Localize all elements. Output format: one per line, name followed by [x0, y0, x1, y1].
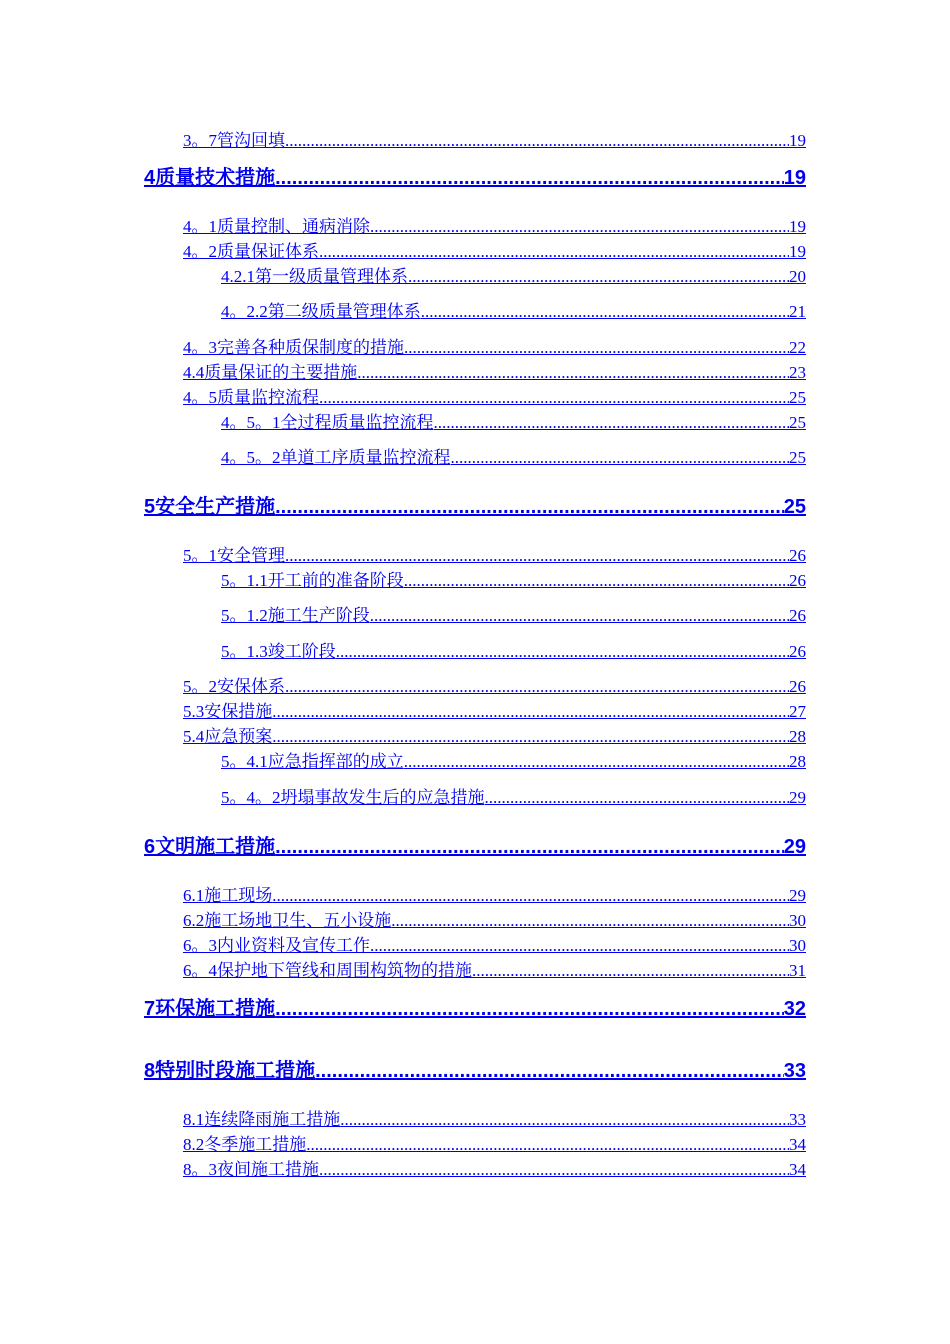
- toc-entry[interactable]: [183, 126, 806, 151]
- toc-entry[interactable]: [183, 722, 806, 747]
- toc-leader-dots: [357, 363, 789, 383]
- toc-leader-dots: [319, 388, 789, 408]
- toc-entry[interactable]: [183, 1105, 806, 1130]
- toc-entry-title: 4。5。1全过程质量监控流程: [221, 413, 434, 432]
- toc-entry-title: 5。4。2坍塌事故发生后的应急措施: [221, 788, 485, 807]
- toc-leader-dots: [275, 836, 784, 859]
- toc-entry-page: 21: [789, 302, 806, 321]
- toc-leader-dots: [451, 448, 790, 468]
- toc-entry-page: 26: [789, 677, 806, 696]
- toc-entry-title: 5安全生产措施: [144, 496, 276, 518]
- toc-entry[interactable]: [183, 697, 806, 722]
- toc-leader-dots: [285, 677, 789, 697]
- toc-entry[interactable]: [183, 333, 806, 358]
- toc-entry-page: 28: [789, 727, 806, 746]
- toc-entry-title: 5。1.3竣工阶段: [221, 642, 336, 661]
- toc-entry[interactable]: [183, 931, 806, 956]
- toc-entry-title: 7环保施工措施: [144, 998, 276, 1020]
- toc-leader-dots: [336, 642, 789, 662]
- toc-entry-page: 34: [789, 1160, 806, 1179]
- toc-entry-page: 26: [789, 642, 806, 661]
- toc-entry-page: 26: [789, 571, 806, 590]
- toc-entry[interactable]: [183, 358, 806, 383]
- toc-entry-title: 8.1连续降雨施工措施: [183, 1110, 341, 1129]
- toc-entry-title: 6文明施工措施: [144, 836, 276, 858]
- toc-leader-dots: [472, 961, 789, 981]
- toc-entry[interactable]: [183, 1155, 806, 1180]
- toc-entry-title: 8.2冬季施工措施: [183, 1135, 307, 1154]
- toc-entry-title: 4质量技术措施: [144, 167, 276, 189]
- toc-entry[interactable]: [221, 747, 806, 772]
- toc-entry[interactable]: [144, 1054, 806, 1083]
- toc-entry-page: 27: [789, 702, 806, 721]
- toc-entry[interactable]: [144, 830, 806, 859]
- toc-leader-dots: [421, 302, 789, 322]
- toc-entry-title: 4。1质量控制、通病消除: [183, 217, 370, 236]
- toc-entry[interactable]: [144, 161, 806, 190]
- toc-entry[interactable]: [221, 637, 806, 662]
- toc-entry-page: 29: [789, 886, 806, 905]
- toc-leader-dots: [315, 1060, 784, 1083]
- toc-entry[interactable]: [183, 383, 806, 408]
- toc-entry-page: 29: [789, 788, 806, 807]
- toc-entry[interactable]: [183, 906, 806, 931]
- toc-leader-dots: [319, 1160, 789, 1180]
- toc-entry-title: 6。3内业资料及宣传工作: [183, 936, 370, 955]
- toc-entry[interactable]: [221, 297, 806, 322]
- toc-leader-dots: [485, 788, 790, 808]
- toc-entry-page: 20: [789, 267, 806, 286]
- toc-leader-dots: [404, 752, 789, 772]
- toc-entry-page: 25: [789, 448, 806, 467]
- toc-entry[interactable]: [183, 672, 806, 697]
- toc-leader-dots: [272, 886, 789, 906]
- toc-entry-page: 30: [789, 936, 806, 955]
- toc-entry-title: 6。4保护地下管线和周围构筑物的措施: [183, 961, 472, 980]
- toc-entry-title: 8特别时段施工措施: [144, 1060, 316, 1082]
- toc-entry-page: 25: [789, 388, 806, 407]
- toc-entry-page: 25: [789, 413, 806, 432]
- toc-entry-page: 26: [789, 606, 806, 625]
- toc-entry[interactable]: [183, 212, 806, 237]
- toc-entry-page: 33: [789, 1110, 806, 1129]
- toc-entry-page: 19: [789, 242, 806, 261]
- toc-entry[interactable]: [183, 881, 806, 906]
- toc-entry[interactable]: [221, 601, 806, 626]
- toc-leader-dots: [272, 727, 789, 747]
- toc-entry-title: 3。7管沟回填: [183, 131, 285, 150]
- toc-entry-title: 5。1.1开工前的准备阶段: [221, 571, 404, 590]
- toc-entry-page: 31: [789, 961, 806, 980]
- toc-entry-title: 5.4应急预案: [183, 727, 273, 746]
- toc-entry-page: 23: [789, 363, 806, 382]
- toc-entry-page: 28: [789, 752, 806, 771]
- toc-leader-dots: [370, 606, 789, 626]
- toc-leader-dots: [275, 496, 784, 519]
- toc-leader-dots: [285, 546, 789, 566]
- toc-entry-title: 5.3安保措施: [183, 702, 273, 721]
- toc-entry-page: 33: [783, 1060, 806, 1082]
- toc-leader-dots: [404, 338, 789, 358]
- toc-leader-dots: [391, 911, 789, 931]
- toc-entry-title: 5。4.1应急指挥部的成立: [221, 752, 404, 771]
- toc-entry-page: 34: [789, 1135, 806, 1154]
- toc-entry-page: 22: [789, 338, 806, 357]
- toc-leader-dots: [434, 413, 790, 433]
- toc-entry[interactable]: [221, 408, 806, 433]
- toc-leader-dots: [275, 167, 784, 190]
- toc-entry-title: 4.2.1第一级质量管理体系: [221, 267, 408, 286]
- toc-entry[interactable]: [221, 443, 806, 468]
- toc-entry-page: 32: [783, 998, 806, 1020]
- toc-leader-dots: [408, 267, 789, 287]
- toc-entry-title: 6.2施工场地卫生、五小设施: [183, 911, 392, 930]
- toc-leader-dots: [275, 998, 784, 1021]
- toc-entry[interactable]: [144, 992, 806, 1021]
- toc-entry-title: 5。2安保体系: [183, 677, 285, 696]
- toc-entry[interactable]: [221, 566, 806, 591]
- toc-entry[interactable]: [183, 237, 806, 262]
- toc-entry-title: 4.4质量保证的主要措施: [183, 363, 358, 382]
- toc-entry-title: 4。3完善各种质保制度的措施: [183, 338, 404, 357]
- toc-leader-dots: [306, 1135, 789, 1155]
- toc-entry-title: 5。1安全管理: [183, 546, 285, 565]
- toc-entry[interactable]: [221, 783, 806, 808]
- toc-entry-page: 19: [789, 217, 806, 236]
- toc-entry[interactable]: [221, 262, 806, 287]
- toc-leader-dots: [272, 702, 789, 722]
- toc-entry-title: 5。1.2施工生产阶段: [221, 606, 370, 625]
- toc-entry-page: 19: [783, 167, 806, 189]
- toc-leader-dots: [319, 242, 789, 262]
- toc-entry-title: 4。5质量监控流程: [183, 388, 319, 407]
- toc-leader-dots: [285, 131, 789, 151]
- toc-entry[interactable]: [144, 490, 806, 519]
- toc-leader-dots: [370, 217, 789, 237]
- toc-entry[interactable]: [183, 1130, 806, 1155]
- toc-leader-dots: [404, 571, 789, 591]
- toc-entry-title: 4。5。2单道工序质量监控流程: [221, 448, 451, 467]
- toc-leader-dots: [370, 936, 789, 956]
- toc-entry[interactable]: [183, 541, 806, 566]
- toc-entry-title: 6.1施工现场: [183, 886, 273, 905]
- toc-entry-title: 4。2.2第二级质量管理体系: [221, 302, 421, 321]
- toc-entry[interactable]: [183, 956, 806, 981]
- toc-entry-page: 30: [789, 911, 806, 930]
- toc-entry-page: 25: [783, 496, 806, 518]
- toc-entry-page: 29: [783, 836, 806, 858]
- toc-entry-title: 4。2质量保证体系: [183, 242, 319, 261]
- toc-entry-page: 26: [789, 546, 806, 565]
- toc-entry-title: 8。3夜间施工措施: [183, 1160, 319, 1179]
- toc-leader-dots: [340, 1110, 789, 1130]
- toc-entry-page: 19: [789, 131, 806, 150]
